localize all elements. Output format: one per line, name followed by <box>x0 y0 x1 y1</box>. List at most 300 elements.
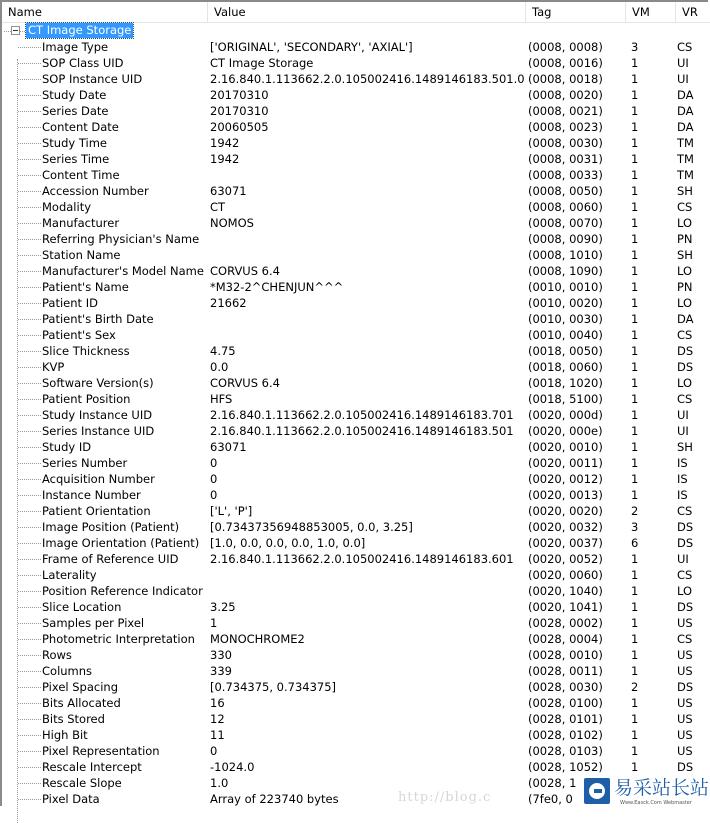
element-vr: CS <box>677 392 693 406</box>
tree-connector <box>18 431 41 432</box>
element-name: Pixel Representation <box>42 744 160 758</box>
tree-connector <box>18 95 41 96</box>
element-vm: 1 <box>631 120 639 134</box>
element-value: [0.734375, 0.734375] <box>210 680 337 694</box>
element-row[interactable] <box>2 471 710 487</box>
element-name: Image Position (Patient) <box>42 520 180 534</box>
column-header-tag[interactable]: Tag <box>526 2 626 22</box>
element-value: 63071 <box>210 184 247 198</box>
tree-connector <box>18 767 41 768</box>
tree-connector <box>18 127 41 128</box>
element-vr: US <box>677 616 693 630</box>
watermark-brand: 易采站长站 <box>614 777 710 799</box>
element-vr: UI <box>677 552 689 566</box>
element-row[interactable] <box>2 327 710 343</box>
element-vm: 3 <box>631 40 639 54</box>
element-vr: DS <box>677 680 694 694</box>
tree-connector <box>18 143 41 144</box>
element-vr: US <box>677 744 693 758</box>
element-value: 1.0 <box>210 776 229 790</box>
element-vr: US <box>677 712 693 726</box>
element-tag: (0028, 0103) <box>528 744 603 758</box>
tree-root-node[interactable] <box>2 23 710 39</box>
element-value: 12 <box>210 712 225 726</box>
element-name: High Bit <box>42 728 88 742</box>
element-vr: DA <box>677 88 694 102</box>
element-name: Series Time <box>42 152 110 166</box>
element-row[interactable] <box>2 439 710 455</box>
tree-connector <box>18 271 41 272</box>
element-name: Manufacturer's Model Name <box>42 264 204 278</box>
element-row[interactable] <box>2 183 710 199</box>
element-tag: (7fe0, 0 <box>528 792 573 806</box>
tree-connector <box>18 159 41 160</box>
element-name: Image Orientation (Patient) <box>42 536 200 550</box>
element-value: ['L', 'P'] <box>210 504 253 518</box>
element-tag: (0028, 0102) <box>528 728 603 742</box>
column-header-vr[interactable]: VR <box>682 5 698 19</box>
element-name: Samples per Pixel <box>42 616 145 630</box>
element-name: Slice Thickness <box>42 344 130 358</box>
element-tag: (0008, 0033) <box>528 168 603 182</box>
tree-connector <box>18 447 41 448</box>
element-value: 330 <box>210 648 232 662</box>
element-vm: 1 <box>631 600 639 614</box>
element-tag: (0008, 0031) <box>528 152 603 166</box>
tree-connector <box>18 223 41 224</box>
element-vr: DS <box>677 600 694 614</box>
element-vr: DS <box>677 360 694 374</box>
element-name: Accession Number <box>42 184 149 198</box>
column-header-name[interactable]: Name <box>2 2 208 22</box>
element-value: 2.16.840.1.113662.2.0.105002416.1489146183.601 <box>210 552 514 566</box>
element-row[interactable] <box>2 87 710 103</box>
element-vm: 1 <box>631 568 639 582</box>
element-tag: (0028, 0002) <box>528 616 603 630</box>
element-name: Bits Stored <box>42 712 105 726</box>
element-row[interactable] <box>2 743 710 759</box>
element-tag: (0008, 0016) <box>528 56 603 70</box>
element-tag: (0010, 0010) <box>528 280 603 294</box>
element-row[interactable] <box>2 55 710 71</box>
tree-connector <box>18 559 41 560</box>
element-tag: (0028, 0101) <box>528 712 603 726</box>
element-vm: 1 <box>631 376 639 390</box>
element-value: 2.16.840.1.113662.2.0.105002416.1489146183.501.0 <box>210 72 525 86</box>
element-tag: (0008, 0018) <box>528 72 603 86</box>
element-tag: (0020, 0032) <box>528 520 603 534</box>
element-vr: DA <box>677 312 694 326</box>
element-value: 3.25 <box>210 600 236 614</box>
tree-connector <box>18 207 41 208</box>
tree-connector <box>18 415 41 416</box>
element-row[interactable] <box>2 263 710 279</box>
element-name: Patient Orientation <box>42 504 151 518</box>
element-name: Laterality <box>42 568 97 582</box>
element-name: Position Reference Indicator <box>42 584 203 598</box>
element-row[interactable] <box>2 279 710 295</box>
tree-connector <box>18 799 41 800</box>
element-name: Station Name <box>42 248 121 262</box>
element-row[interactable] <box>2 71 710 87</box>
tree-connector <box>18 687 41 688</box>
tree-connector <box>18 751 41 752</box>
element-vr: CS <box>677 40 693 54</box>
element-row[interactable] <box>2 519 710 535</box>
element-vr: TM <box>677 152 694 166</box>
element-name: Rescale Intercept <box>42 760 142 774</box>
element-vm: 1 <box>631 712 639 726</box>
element-tag: (0020, 0013) <box>528 488 603 502</box>
element-tag: (0008, 0050) <box>528 184 603 198</box>
element-row[interactable] <box>2 679 710 695</box>
element-value: 0 <box>210 744 218 758</box>
element-value <box>210 247 526 263</box>
element-vm: 1 <box>631 456 639 470</box>
element-vr: LO <box>677 264 693 278</box>
tree-body <box>2 23 710 807</box>
tree-connector <box>18 607 41 608</box>
element-value <box>210 311 526 327</box>
element-vm: 1 <box>631 648 639 662</box>
element-row[interactable] <box>2 199 710 215</box>
element-vr: TM <box>677 136 694 150</box>
element-vm: 1 <box>631 312 639 326</box>
element-name: Study Instance UID <box>42 408 153 422</box>
element-vm: 2 <box>631 504 639 518</box>
tree-connector <box>18 591 41 592</box>
element-value: CORVUS 6.4 <box>210 264 280 278</box>
element-value: 20170310 <box>210 104 269 118</box>
element-row[interactable] <box>2 727 710 743</box>
tree-connector <box>18 351 41 352</box>
element-vr: SH <box>677 248 693 262</box>
element-name: Pixel Data <box>42 792 100 806</box>
element-vm: 1 <box>631 424 639 438</box>
element-vm: 1 <box>631 88 639 102</box>
element-name: Columns <box>42 664 93 678</box>
element-tag: (0018, 0050) <box>528 344 603 358</box>
tree-connector <box>20 31 25 32</box>
element-value: 0 <box>210 488 218 502</box>
tree-connector <box>18 783 41 784</box>
element-row[interactable] <box>2 423 710 439</box>
element-vr: LO <box>677 584 693 598</box>
tree-connector <box>18 287 41 288</box>
element-value: 339 <box>210 664 232 678</box>
tree-connector <box>18 383 41 384</box>
element-vm: 1 <box>631 664 639 678</box>
column-header-value[interactable]: Value <box>208 2 526 22</box>
element-vr: DS <box>677 344 694 358</box>
tree-connector <box>18 335 41 336</box>
element-tag: (0008, 1090) <box>528 264 603 278</box>
element-name: Rescale Slope <box>42 776 122 790</box>
element-tag: (0020, 0012) <box>528 472 603 486</box>
element-value: 2.16.840.1.113662.2.0.105002416.1489146183.701 <box>210 408 514 422</box>
element-tag: (0010, 0030) <box>528 312 603 326</box>
element-value: HFS <box>210 392 233 406</box>
element-value <box>210 583 526 599</box>
element-vr: UI <box>677 424 689 438</box>
element-vr: TM <box>677 168 694 182</box>
tree-connector <box>4 31 11 32</box>
element-name: Series Number <box>42 456 128 470</box>
element-vm: 1 <box>631 408 639 422</box>
tree-connector <box>18 191 41 192</box>
element-vm: 1 <box>631 168 639 182</box>
element-row[interactable] <box>2 535 710 551</box>
element-name: Slice Location <box>42 600 122 614</box>
element-value <box>210 167 526 183</box>
element-tag: (0020, 1040) <box>528 584 603 598</box>
element-row[interactable] <box>2 503 710 519</box>
element-tag: (0020, 0052) <box>528 552 603 566</box>
element-vr: DS <box>677 536 694 550</box>
element-name: Frame of Reference UID <box>42 552 179 566</box>
element-name: Photometric Interpretation <box>42 632 195 646</box>
element-row[interactable] <box>2 647 710 663</box>
tree-connector <box>18 479 41 480</box>
element-row[interactable] <box>2 583 710 599</box>
element-row[interactable] <box>2 759 710 775</box>
element-name: Modality <box>42 200 92 214</box>
element-vm: 1 <box>631 744 639 758</box>
element-vr: US <box>677 648 693 662</box>
element-vm: 1 <box>631 344 639 358</box>
element-vm: 1 <box>631 56 639 70</box>
element-row[interactable] <box>2 407 710 423</box>
element-vr: IS <box>677 472 688 486</box>
element-row[interactable] <box>2 151 710 167</box>
element-tag: (0008, 0030) <box>528 136 603 150</box>
element-row[interactable] <box>2 487 710 503</box>
element-vr: DS <box>677 760 694 774</box>
element-value: 11 <box>210 728 225 742</box>
element-row[interactable] <box>2 615 710 631</box>
element-vr: PN <box>677 280 693 294</box>
element-vr: US <box>677 664 693 678</box>
element-vm: 1 <box>631 136 639 150</box>
element-vr: IS <box>677 488 688 502</box>
element-vm: 1 <box>631 104 639 118</box>
tree-connector <box>18 63 41 64</box>
element-name: SOP Class UID <box>42 56 124 70</box>
element-vm: 1 <box>631 248 639 262</box>
element-row[interactable] <box>2 663 710 679</box>
element-vm: 1 <box>631 440 639 454</box>
element-name: SOP Instance UID <box>42 72 143 86</box>
element-tag: (0018, 1020) <box>528 376 603 390</box>
watermark-url: http://blog.c <box>398 790 492 805</box>
element-value: CORVUS 6.4 <box>210 376 280 390</box>
watermark-subtext: Www.Easck.Com Webmaster <box>620 800 692 806</box>
element-vm: 1 <box>631 696 639 710</box>
element-row[interactable] <box>2 455 710 471</box>
element-tag: (0018, 0060) <box>528 360 603 374</box>
element-value: 0.0 <box>210 360 229 374</box>
tree-connector <box>18 623 41 624</box>
tree-connector <box>18 639 41 640</box>
element-name: Study Time <box>42 136 108 150</box>
element-name: Instance Number <box>42 488 141 502</box>
column-header <box>2 2 710 23</box>
element-tag: (0028, 0004) <box>528 632 603 646</box>
element-vr: CS <box>677 632 693 646</box>
element-row[interactable] <box>2 567 710 583</box>
element-name: Content Date <box>42 120 119 134</box>
element-name: Patient's Name <box>42 280 129 294</box>
element-row[interactable] <box>2 311 710 327</box>
element-vm: 1 <box>631 200 639 214</box>
element-vm: 1 <box>631 184 639 198</box>
tree-connector <box>18 655 41 656</box>
tree-connector <box>18 239 41 240</box>
element-vr: UI <box>677 56 689 70</box>
element-row[interactable] <box>2 375 710 391</box>
element-value: 0 <box>210 472 218 486</box>
element-row[interactable] <box>2 551 710 567</box>
element-tag: (0020, 000e) <box>528 424 603 438</box>
element-value <box>210 231 526 247</box>
element-vm: 1 <box>631 632 639 646</box>
element-value: [1.0, 0.0, 0.0, 0.0, 1.0, 0.0] <box>210 536 366 550</box>
element-name: Study Date <box>42 88 107 102</box>
element-row[interactable] <box>2 39 710 55</box>
element-vm: 1 <box>631 216 639 230</box>
element-name: Content Time <box>42 168 120 182</box>
element-vm: 1 <box>631 264 639 278</box>
element-name: Patient's Sex <box>42 328 116 342</box>
element-tag: (0020, 0037) <box>528 536 603 550</box>
element-vm: 1 <box>631 280 639 294</box>
tree-connector <box>18 175 41 176</box>
element-row[interactable] <box>2 215 710 231</box>
element-vr: DA <box>677 104 694 118</box>
element-tag: (0008, 1010) <box>528 248 603 262</box>
element-vr: LO <box>677 216 693 230</box>
element-tag: (0028, 0100) <box>528 696 603 710</box>
element-name: KVP <box>42 360 65 374</box>
element-row[interactable] <box>2 247 710 263</box>
element-value: 4.75 <box>210 344 236 358</box>
element-name: Software Version(s) <box>42 376 154 390</box>
element-value: CT Image Storage <box>210 56 314 70</box>
element-tag: (0020, 000d) <box>528 408 603 422</box>
tree-connector <box>18 111 41 112</box>
tree-connector <box>18 543 41 544</box>
element-name: Study ID <box>42 440 92 454</box>
tree-connector <box>18 735 41 736</box>
element-row[interactable] <box>2 695 710 711</box>
element-vm: 1 <box>631 616 639 630</box>
element-vr: CS <box>677 568 693 582</box>
element-tag: (0018, 5100) <box>528 392 603 406</box>
tree-connector <box>18 575 41 576</box>
element-row[interactable] <box>2 103 710 119</box>
root-node-label[interactable]: CT Image Storage <box>28 23 132 37</box>
element-row[interactable] <box>2 359 710 375</box>
element-row[interactable] <box>2 391 710 407</box>
element-tag: (0008, 0070) <box>528 216 603 230</box>
element-name: Pixel Spacing <box>42 680 119 694</box>
element-tag: (0008, 0023) <box>528 120 603 134</box>
collapse-icon[interactable] <box>11 26 20 35</box>
element-vm: 2 <box>631 680 639 694</box>
element-vr: LO <box>677 376 693 390</box>
element-vr: LO <box>677 296 693 310</box>
element-vm: 6 <box>631 536 639 550</box>
element-vr: SH <box>677 440 693 454</box>
tree-connector <box>18 495 41 496</box>
element-value: *M32-2^CHENJUN^^^ <box>210 280 344 294</box>
element-name: Series Instance UID <box>42 424 155 438</box>
element-value: 21662 <box>210 296 247 310</box>
element-row[interactable] <box>2 231 710 247</box>
element-tag: (0028, 0011) <box>528 664 603 678</box>
element-vr: CS <box>677 328 693 342</box>
element-row[interactable] <box>2 119 710 135</box>
element-name: Patient Position <box>42 392 131 406</box>
element-name: Acquisition Number <box>42 472 155 486</box>
element-tag: (0028, 0030) <box>528 680 603 694</box>
tree-connector <box>18 671 41 672</box>
tree-connector <box>18 527 41 528</box>
element-vm: 1 <box>631 328 639 342</box>
element-row[interactable] <box>2 343 710 359</box>
element-vm: 1 <box>631 72 639 86</box>
element-value: [0.73437356948853005, 0.0, 3.25] <box>210 520 413 534</box>
column-header-vm[interactable]: VM <box>626 2 676 22</box>
element-tag: (0008, 0090) <box>528 232 603 246</box>
element-value: Array of 223740 bytes <box>210 792 339 806</box>
element-tag: (0010, 0040) <box>528 328 603 342</box>
element-name: Series Date <box>42 104 109 118</box>
element-tag: (0008, 0020) <box>528 88 603 102</box>
element-name: Bits Allocated <box>42 696 121 710</box>
tree-connector <box>18 399 41 400</box>
element-name: Referring Physician's Name <box>42 232 200 246</box>
element-name: Patient ID <box>42 296 98 310</box>
element-vm: 1 <box>631 232 639 246</box>
element-vr: DS <box>677 520 694 534</box>
element-value: -1024.0 <box>210 760 255 774</box>
element-name: Image Type <box>42 40 109 54</box>
tree-connector <box>18 255 41 256</box>
element-vr: PN <box>677 232 693 246</box>
element-value: 0 <box>210 456 218 470</box>
element-row[interactable] <box>2 135 710 151</box>
element-value <box>210 327 526 343</box>
element-tag: (0020, 0020) <box>528 504 603 518</box>
element-row[interactable] <box>2 295 710 311</box>
element-vr: UI <box>677 72 689 86</box>
element-value: 20170310 <box>210 88 269 102</box>
tree-connector <box>18 319 41 320</box>
element-vm: 1 <box>631 296 639 310</box>
element-row[interactable] <box>2 631 710 647</box>
element-row[interactable] <box>2 167 710 183</box>
element-value <box>210 567 526 583</box>
element-tag: (0020, 0060) <box>528 568 603 582</box>
element-vm: 1 <box>631 760 639 774</box>
element-vm: 1 <box>631 472 639 486</box>
element-vr: CS <box>677 200 693 214</box>
tree-connector <box>18 463 41 464</box>
element-row[interactable] <box>2 599 710 615</box>
element-row[interactable] <box>2 711 710 727</box>
element-value: NOMOS <box>210 216 254 230</box>
